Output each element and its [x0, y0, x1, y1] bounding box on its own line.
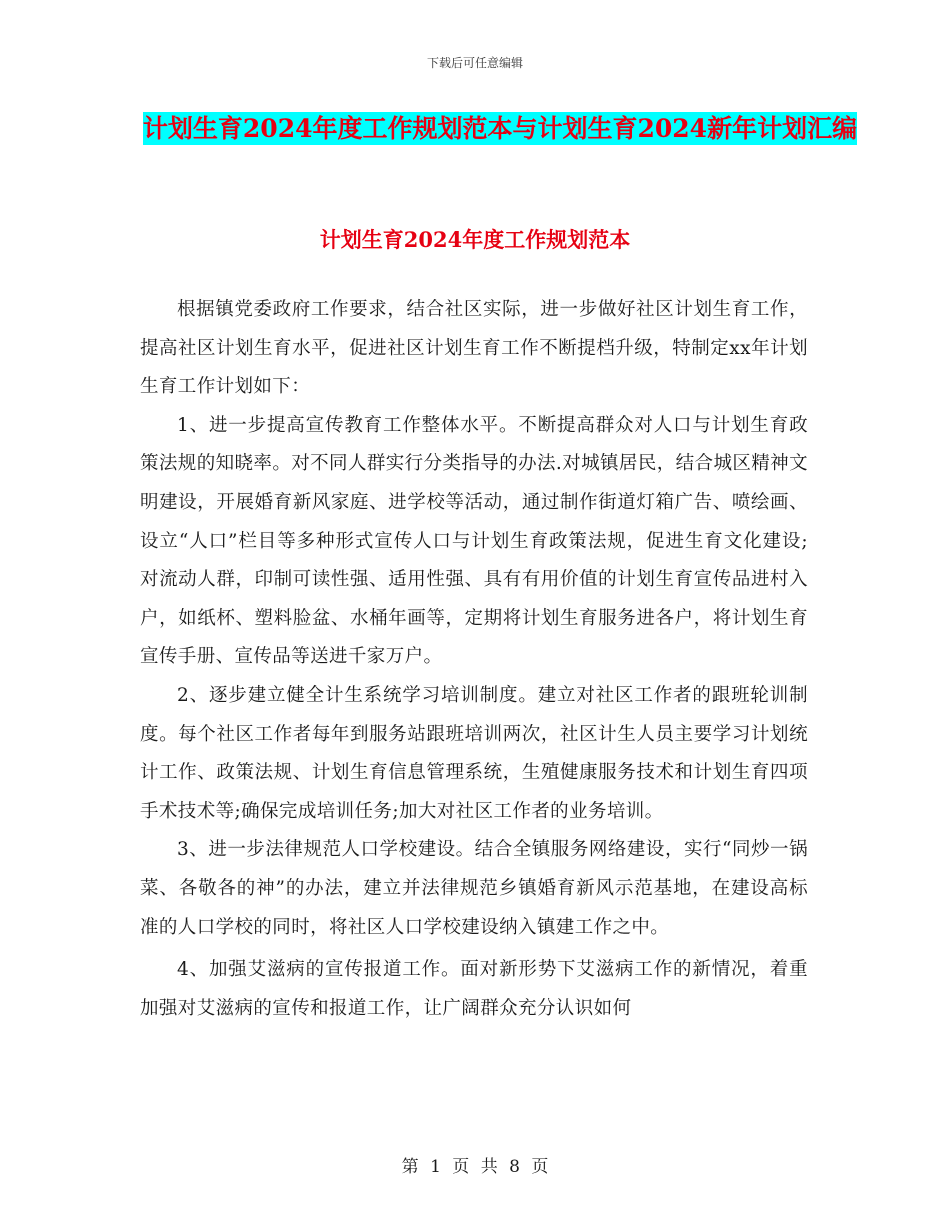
paragraph-intro: 根据镇党委政府工作要求，结合社区实际，进一步做好社区计划生育工作，提高社区计划生育水平，促进社区计划生育工作不断提档升级，特制定xx年计划生育工作计划如下：: [140, 299, 808, 398]
document-title-text: 计划生育2024年度工作规划范本与计划生育2024新年计划汇编: [142, 114, 858, 143]
document-title: [140, 106, 860, 152]
paragraph-item-2: 2、逐步建立健全计生系统学习培训制度。建立对社区工作者的跟班轮训制度。每个社区工作者每年到服务站跟班培训两次，社区计生人员主要学习计划统计工作、政策法规、计划生育信息管理系统，生殖健康服务技术和计划生育四项手术技术等;确保完成培训任务;加大对社区工作者的业务培训。: [140, 684, 808, 822]
document-body: [140, 291, 808, 1028]
page-number: 第 1 页 共 8 页: [401, 1157, 549, 1177]
paragraph-item-4: 4、加强艾滋病的宣传报道工作。面对新形势下艾滋病工作的新情况，着重加强对艾滋病的宣传和报道工作，让广阔群众充分认识如何: [140, 959, 808, 1019]
paragraph-item-1: 1、进一步提高宣传教育工作整体水平。不断提高群众对人口与计划生育政策法规的知晓率。对不同人群实行分类指导的办法.对城镇居民，结合城区精神文明建设，开展婚育新风家庭、进学校等活动，通过制作街道灯箱广告、喷绘画、设立“人口”栏目等多种形式宣传人口与计划生育政策法规，促进生育文化建设;对流动人群，印制可读性强、适用性强、具有有用价值的计划生育宣传品进村入户，如纸杯、塑料脸盆、水桶年画等，定期将计划生育服务进各户，将计划生育宣传手册、宣传品等送进千家万户。: [140, 414, 808, 668]
section-title: 计划生育2024年度工作规划范本: [319, 227, 631, 252]
header-note: 下载后可任意编辑: [426, 56, 523, 70]
paragraph-item-3: 3、进一步法律规范人口学校建设。结合全镇服务网络建设，实行“同炒一锅菜、各敬各的神”的办法，建立并法律规范乡镇婚育新风示范基地，在建设高标准的人口学校的同时，将社区人口学校建设纳入镇建工作之中。: [140, 839, 808, 938]
